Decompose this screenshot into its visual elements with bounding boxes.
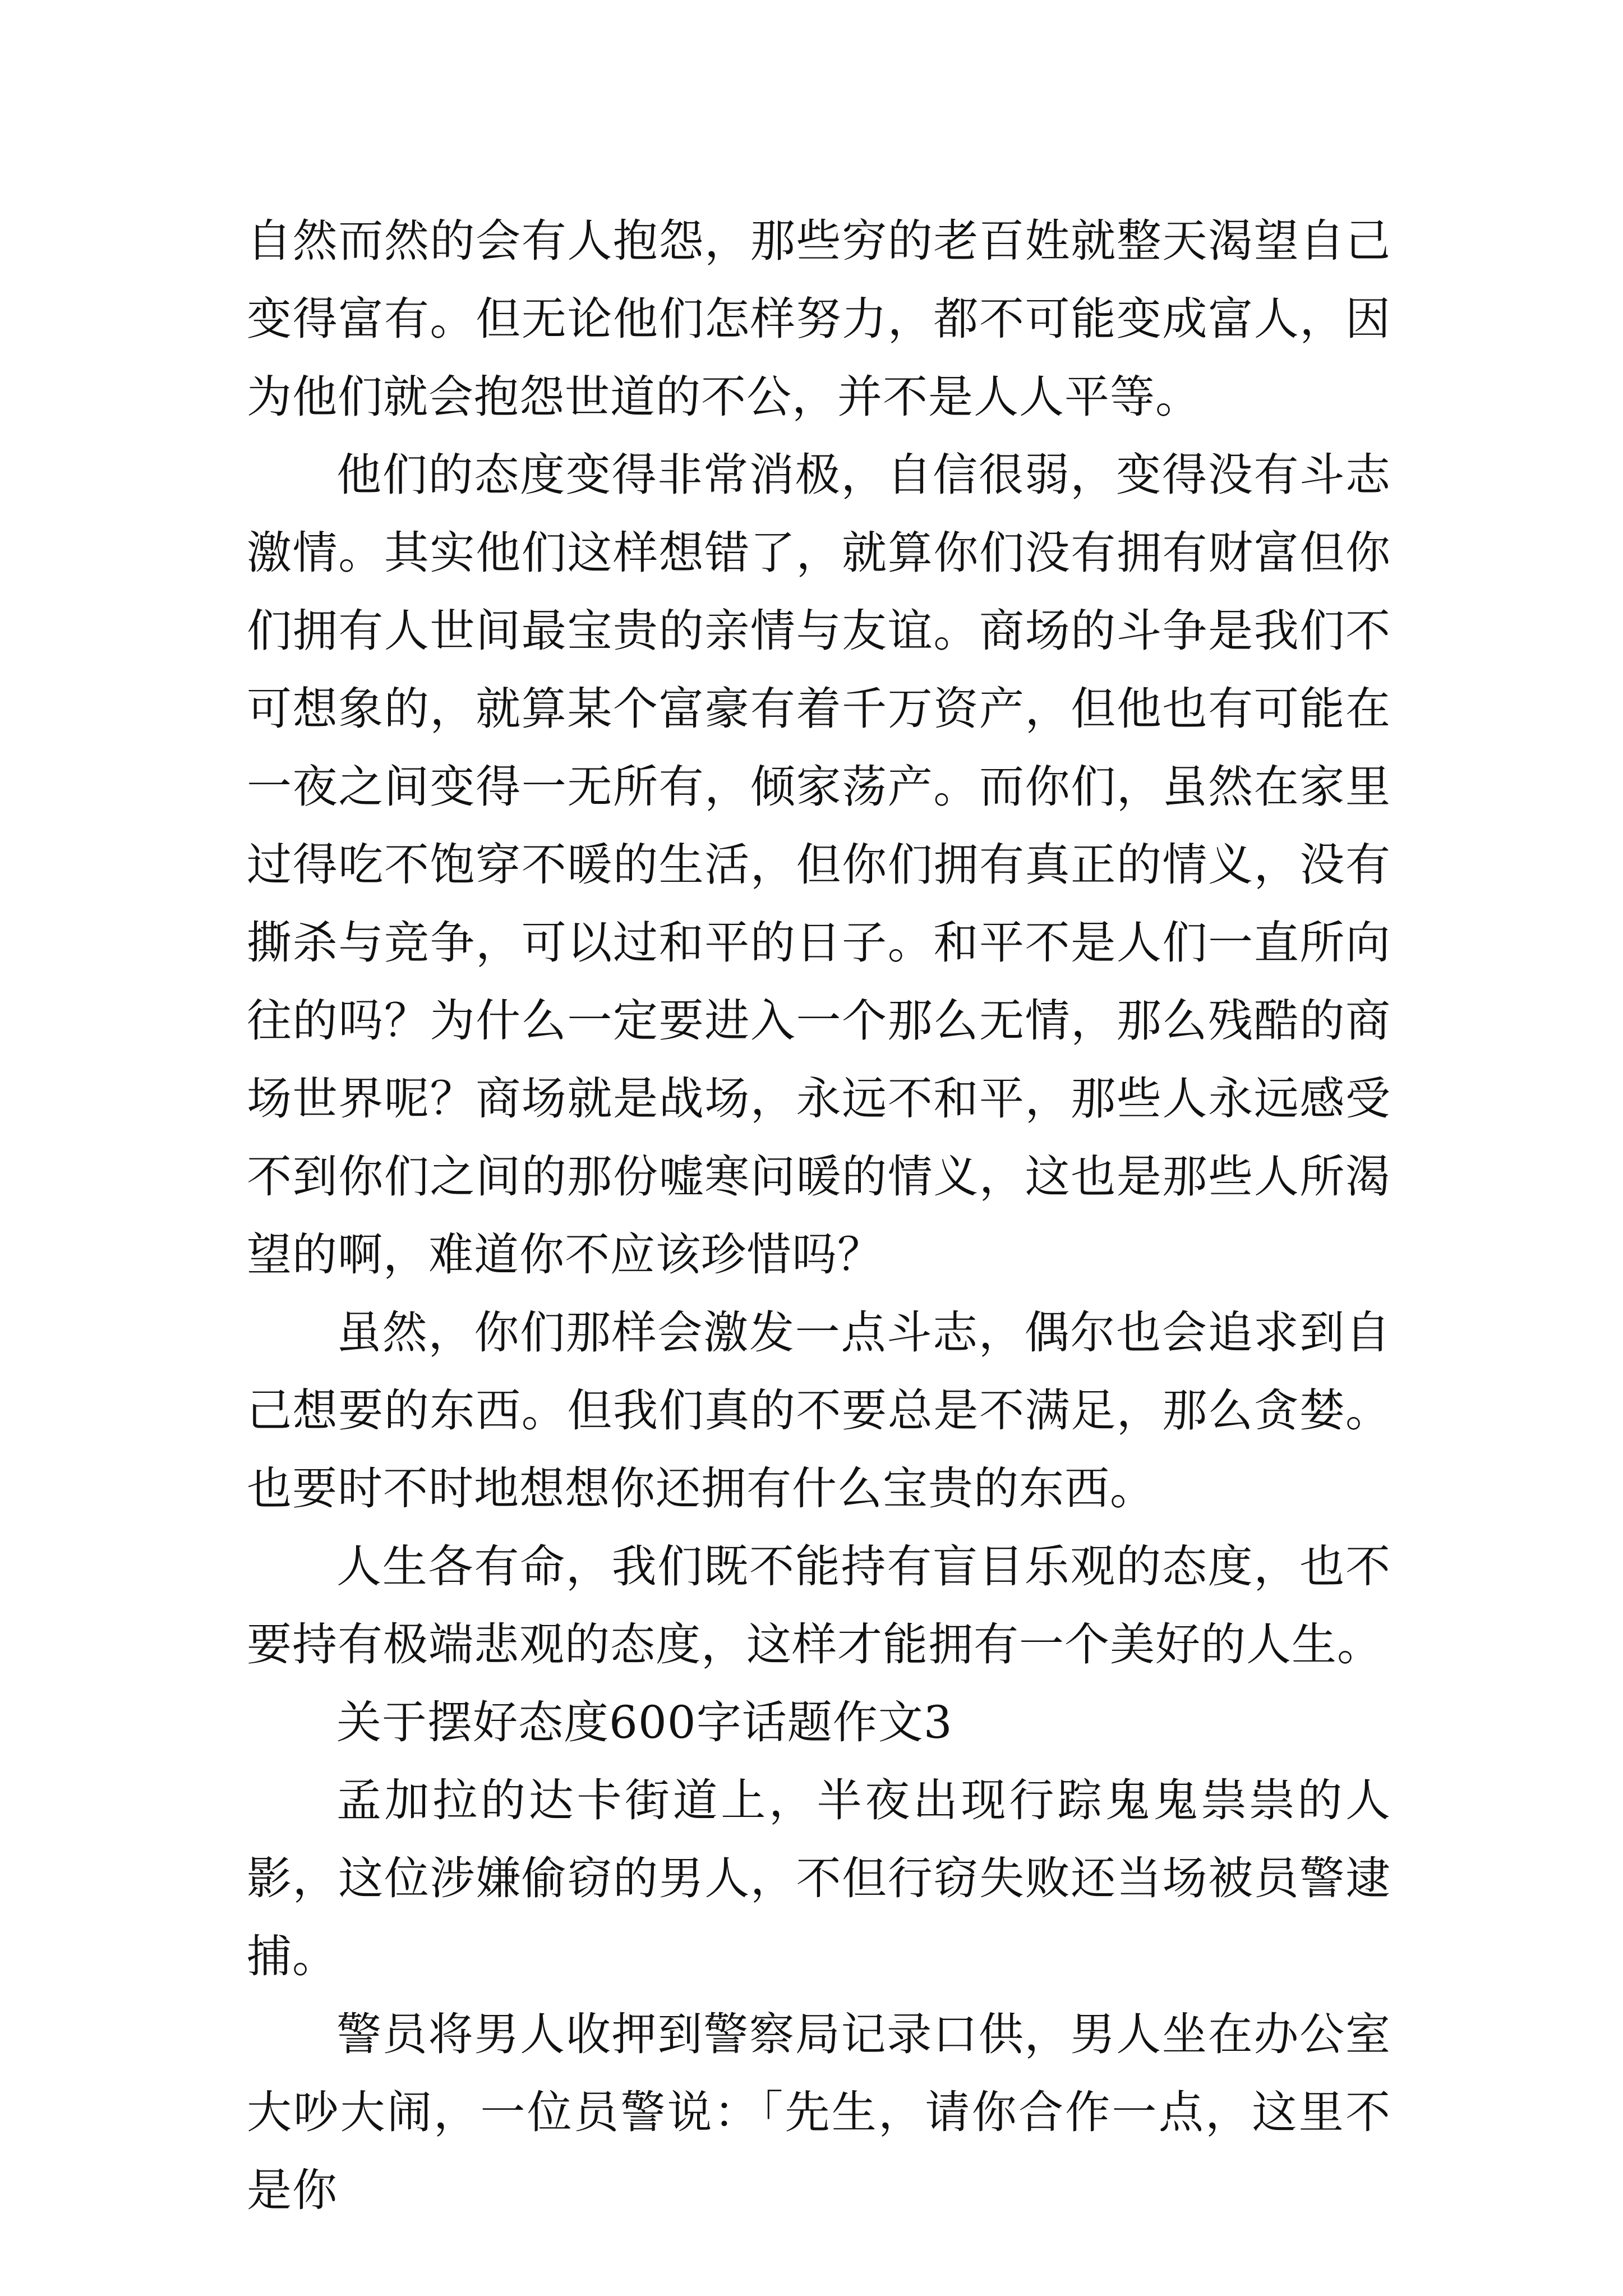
document-body [247,202,1391,2229]
section-heading: 关于摆好态度600字话题作文3 [336,1696,953,1749]
paragraph-1: 自然而然的会有人抱怨，那些穷的老百姓就整天渴望自己变得富有。但无论他们怎样努力，都不可能变成富人，因为他们就会抱怨世道的不公，并不是人人平等。 [247,215,1391,423]
paragraph-3: 虽然，你们那样会激发一点斗志，偶尔也会追求到自己想要的东西。但我们真的不要总是不满足，那么贪婪。也要时不时地想想你还拥有什么宝贵的东西。 [247,1306,1391,1515]
paragraph-4: 人生各有命，我们既不能持有盲目乐观的态度，也不要持有极端悲观的态度，这样才能拥有一个美好的人生。 [247,1540,1391,1671]
paragraph-2: 他们的态度变得非常消极，自信很弱，变得没有斗志激情。其实他们这样想错了，就算你们没有拥有财富但你们拥有人世间最宝贵的亲情与友谊。商场的斗争是我们不可想象的，就算某个富豪有着千万资产，但他也有可能在一夜之间变得一无所有，倾家荡产。而你们，虽然在家里过得吃不饱穿不暖的生活，但你们拥有真正的情义，没有撕杀与竞争，可以过和平的日子。和平不是人们一直所向往的吗？为什么一定要进入一个那么无情，那么残酷的商场世界呢？商场就是战场，永远不和平，那些人永远感受不到你们之间的那份嘘寒问暖的情义，这也是那些人所渴望的啊，难道你不应该珍惜吗？ [247,449,1391,1281]
paragraph-5: 孟加拉的达卡街道上，半夜出现行踪鬼鬼祟祟的人影，这位涉嫌偷窃的男人，不但行窃失败还当场被员警逮捕。 [247,1774,1391,1982]
paragraph-6: 警员将男人收押到警察局记录口供，男人坐在办公室大吵大闹，一位员警说：「先生，请你合作一点，这里不是你 [247,2008,1391,2216]
